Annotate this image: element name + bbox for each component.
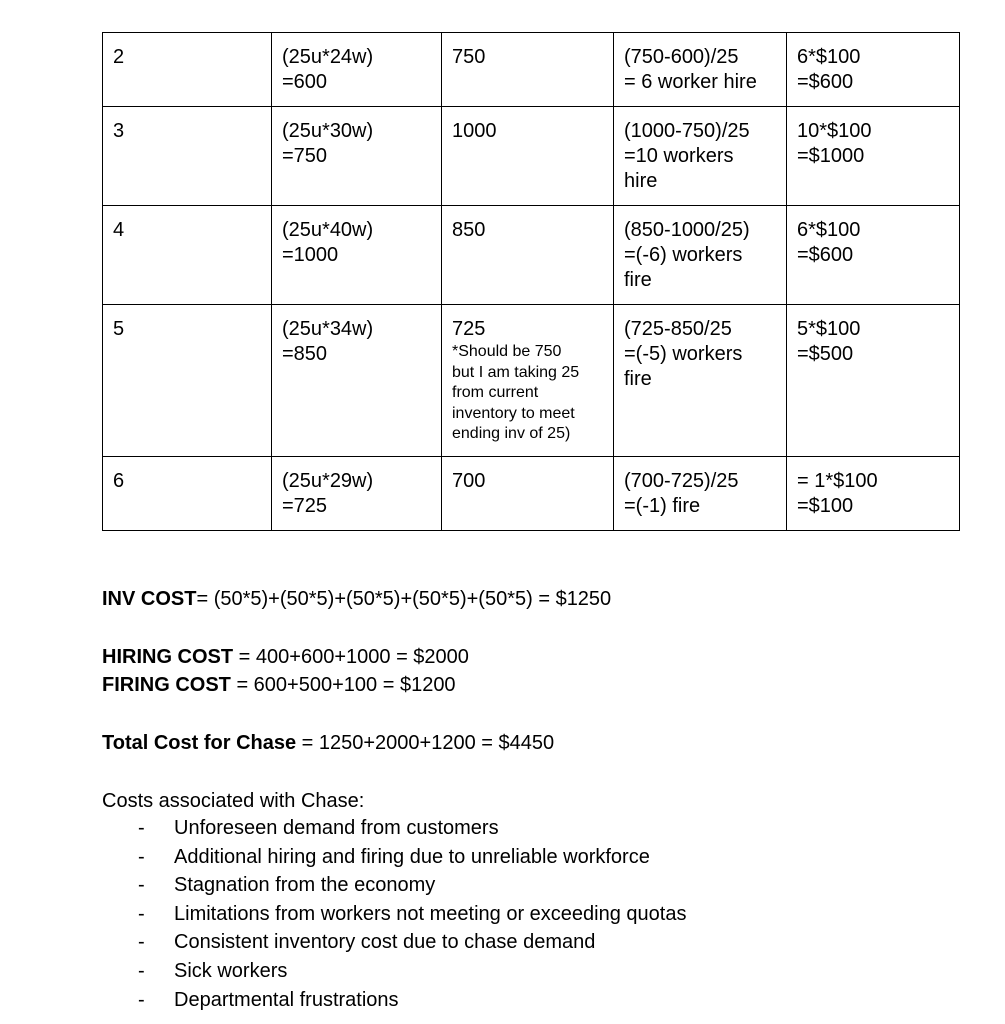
costs-heading-text: Costs associated with Chase: bbox=[102, 790, 365, 812]
chase-plan-table-body bbox=[103, 33, 960, 531]
total-cost-value: = 1250+2000+1200 = $4450 bbox=[296, 732, 555, 754]
cell-line: 850 bbox=[452, 219, 486, 241]
list-item bbox=[102, 845, 686, 874]
cell-line: =(-5) workers bbox=[624, 343, 743, 365]
inv-cost-label: INV COST bbox=[102, 588, 197, 610]
demand-note-line: ending inv of 25) bbox=[452, 425, 571, 442]
chase-plan-table bbox=[102, 32, 960, 531]
cell-cost bbox=[787, 456, 960, 530]
list-item bbox=[102, 959, 686, 988]
table-row bbox=[103, 33, 960, 107]
bullet-dash: - bbox=[138, 817, 145, 839]
cell-line: 6*$100 bbox=[797, 219, 861, 241]
list-item-text: Limitations from workers not meeting or exceeding quotas bbox=[174, 902, 687, 925]
firing-cost-label: FIRING COST bbox=[102, 674, 231, 696]
cell-production bbox=[272, 33, 442, 107]
cell-cost bbox=[787, 33, 960, 107]
cell-cost bbox=[787, 107, 960, 206]
cell-line: 4 bbox=[113, 219, 125, 241]
firing-cost-line bbox=[102, 673, 456, 701]
cell-line: 6*$100 bbox=[797, 46, 861, 68]
cell-line: (25u*29w) bbox=[282, 469, 374, 492]
cell-workforce bbox=[614, 107, 787, 206]
cell-cost bbox=[787, 206, 960, 305]
cell-line: (25u*30w) bbox=[282, 120, 374, 142]
cell-period bbox=[103, 107, 272, 206]
cell-demand bbox=[442, 206, 614, 305]
cell-line: 2 bbox=[113, 46, 125, 68]
list-item-text: Consistent inventory cost due to chase demand bbox=[174, 931, 596, 954]
cell-cost bbox=[787, 305, 960, 457]
bullet-dash: - bbox=[138, 845, 145, 868]
cell-production bbox=[272, 305, 442, 457]
list-item-text: Unforeseen demand from customers bbox=[174, 817, 499, 839]
cell-period bbox=[103, 33, 272, 107]
cell-line: =(-1) fire bbox=[624, 494, 701, 517]
list-item bbox=[102, 902, 686, 931]
inv-cost-line bbox=[102, 587, 611, 615]
cell-line: fire bbox=[624, 269, 652, 291]
cell-line: =$500 bbox=[797, 343, 854, 365]
cell-line: (850-1000/25) bbox=[624, 219, 750, 241]
cell-demand bbox=[442, 305, 614, 457]
cell-workforce bbox=[614, 206, 787, 305]
cell-line: hire bbox=[624, 170, 658, 192]
bullet-dash: - bbox=[138, 902, 145, 925]
cell-line: =$600 bbox=[797, 71, 854, 93]
cell-line: = 6 worker hire bbox=[624, 71, 757, 93]
cell-line: =1000 bbox=[282, 244, 339, 266]
table-row bbox=[103, 456, 960, 530]
total-cost-line bbox=[102, 731, 554, 759]
cell-period bbox=[103, 206, 272, 305]
table-row bbox=[103, 206, 960, 305]
cell-line: 3 bbox=[113, 120, 125, 142]
cell-line: 700 bbox=[452, 469, 486, 492]
table-row bbox=[103, 107, 960, 206]
cell-line: =725 bbox=[282, 494, 328, 517]
inv-cost-value: = (50*5)+(50*5)+(50*5)+(50*5)+(50*5) = $1250 bbox=[196, 588, 612, 610]
costs-heading bbox=[102, 789, 364, 817]
list-item-text: Stagnation from the economy bbox=[174, 874, 436, 897]
cell-line: =$1000 bbox=[797, 145, 865, 167]
cell-line: fire bbox=[624, 368, 652, 390]
list-item-text: Additional hiring and firing due to unreliable workforce bbox=[174, 845, 650, 868]
firing-cost-value: = 600+500+100 = $1200 bbox=[230, 674, 456, 696]
cell-line: 1000 bbox=[452, 120, 497, 142]
cell-line: (1000-750)/25 bbox=[624, 120, 750, 142]
hiring-cost-label: HIRING COST bbox=[102, 646, 234, 668]
bullet-dash: - bbox=[138, 874, 145, 897]
cell-line: 725 bbox=[452, 318, 486, 340]
list-item-text: Sick workers bbox=[174, 959, 288, 982]
cell-demand bbox=[442, 456, 614, 530]
cell-workforce bbox=[614, 33, 787, 107]
cell-production bbox=[272, 107, 442, 206]
bullet-dash: - bbox=[138, 931, 145, 954]
cell-line: 5*$100 bbox=[797, 318, 861, 340]
table-row bbox=[103, 305, 960, 457]
cell-line: 6 bbox=[113, 469, 125, 492]
cell-line: (700-725)/25 bbox=[624, 469, 739, 492]
demand-note-line: inventory to meet bbox=[452, 404, 575, 422]
cell-production bbox=[272, 206, 442, 305]
cell-workforce bbox=[614, 305, 787, 457]
bullet-dash: - bbox=[138, 988, 145, 1011]
list-item bbox=[102, 816, 686, 845]
total-cost-label: Total Cost for Chase bbox=[102, 732, 297, 754]
cell-line: 10*$100 bbox=[797, 120, 872, 142]
bullet-dash: - bbox=[138, 959, 145, 982]
demand-note-line: *Should be 750 bbox=[452, 343, 562, 360]
cell-line: 750 bbox=[452, 46, 486, 68]
cell-period bbox=[103, 305, 272, 457]
cell-demand bbox=[442, 107, 614, 206]
cell-line: =850 bbox=[282, 343, 328, 365]
cell-line: 5 bbox=[113, 318, 125, 340]
demand-note-line: from current bbox=[452, 384, 539, 401]
cell-line: =750 bbox=[282, 145, 328, 167]
list-item bbox=[102, 930, 686, 959]
costs-list bbox=[102, 816, 686, 1016]
list-item-text: Departmental frustrations bbox=[174, 988, 399, 1011]
cell-workforce bbox=[614, 456, 787, 530]
cell-production bbox=[272, 456, 442, 530]
cell-demand bbox=[442, 33, 614, 107]
cell-line: (725-850/25 bbox=[624, 318, 732, 340]
hiring-cost-value: = 400+600+1000 = $2000 bbox=[233, 646, 469, 668]
cell-period bbox=[103, 456, 272, 530]
list-item bbox=[102, 873, 686, 902]
hiring-cost-line bbox=[102, 645, 469, 673]
cell-line: =(-6) workers bbox=[624, 244, 743, 266]
cell-line: (25u*34w) bbox=[282, 318, 374, 340]
cell-line: (25u*24w) bbox=[282, 46, 374, 68]
cell-line: (750-600)/25 bbox=[624, 46, 739, 68]
cell-line: =$600 bbox=[797, 244, 854, 266]
demand-note-line: but I am taking 25 bbox=[452, 363, 580, 381]
cell-line: (25u*40w) bbox=[282, 219, 374, 241]
cell-line: = 1*$100 bbox=[797, 469, 878, 492]
list-item bbox=[102, 988, 686, 1017]
cell-line: =$100 bbox=[797, 494, 854, 517]
cell-line: =600 bbox=[282, 71, 328, 93]
cell-line: =10 workers bbox=[624, 145, 734, 167]
